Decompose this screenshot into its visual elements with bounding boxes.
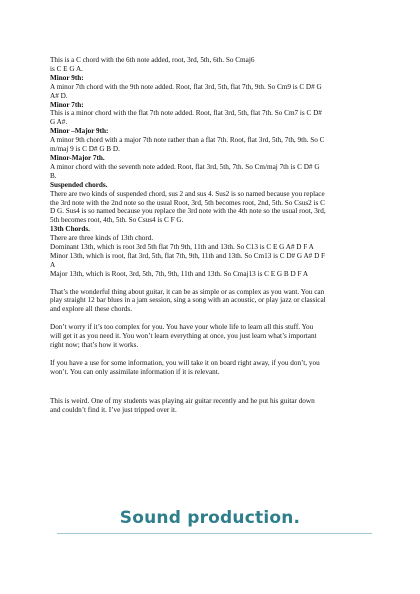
body-line: Dominant 13th, which is root 3rd 5th flat 7th 9th, 11th and 13th. So C13 is C E G A# D F A [50, 243, 314, 252]
body-line: This is weird. One of my students was playing air guitar recently and he put his guitar down [50, 397, 315, 406]
body-line: m/maj 9 is C D# G B D. [50, 145, 120, 154]
minor-7th-heading: Minor 7th: [50, 100, 84, 109]
body-line: If you have a use for some information, you will take it on board right away, if you don’t, you [50, 358, 320, 367]
paragraph-gap [50, 350, 375, 359]
paragraph-gap [50, 385, 375, 397]
suspended-chords-heading: Suspended chords. [50, 180, 108, 189]
paragraph-gap [50, 279, 375, 288]
paragraph-gap [50, 377, 375, 386]
body-line: That’s the wonderful thing about guitar, it can be as simple or as complex as you want. You can [50, 287, 325, 296]
minor-9th-heading: Minor 9th: [50, 73, 84, 82]
body-line: A minor 7th chord with the 9th note added. Root, flat 3rd, 5th, flat 7th, 9th. So Cm9 is C D# G [50, 82, 322, 91]
body-line: This is a minor chord with the flat 7th note added. Root, flat 3rd, 5th, flat 7th. So Cm7 is C D# [50, 109, 322, 118]
body-line: the 3rd note with the 2nd note so the usual Root, 3rd, 5th becomes root, 2nd, 5th. So Csus2 is C [50, 198, 325, 207]
body-line: There are two kinds of suspended chord, sus 2 and sus 4. Sus2 is so named because you replace [50, 189, 325, 198]
chord-text-block [50, 56, 375, 415]
paragraph-gap [50, 314, 375, 323]
body-line: B. [50, 171, 57, 180]
section-title: Sound production. [119, 508, 301, 528]
body-line: A minor chord with the seventh note added. Root, flat 3rd, 5th, 7th. So Cm/maj 7th is C D# G [50, 162, 320, 171]
body-line: A# D. [50, 91, 68, 100]
body-line: A minor 9th chord with a major 7th note rather than a flat 7th. Root, flat 3rd, 5th, 7th, 9th. So C [50, 136, 325, 145]
body-line: will get it as you need it. You won’t learn everything at once, you just learn what’s important [50, 332, 317, 341]
body-line: This is a C chord with the 6th note added, root, 3rd, 5th, 6th. So Cmaj6 [50, 56, 255, 64]
body-line: and couldn’t find it. I’ve just tripped over it. [50, 406, 177, 415]
body-line: G A#. [50, 118, 68, 127]
minor-major-7th-heading: Minor-Major 7th. [50, 153, 105, 162]
body-line: right now; that’s how it works. [50, 340, 139, 349]
body-line: and explore all these chords. [50, 305, 133, 314]
body-line: Major 13th, which is Root, 3rd, 5th, 7th, 9th, 11th and 13th. So Cmaj13 is C E G B D F A [50, 269, 309, 278]
body-line: D G. Sus4 is so named because you replace the 3rd note with the 4th note so the usual root, 3rd, [50, 207, 326, 216]
section-divider [57, 533, 372, 534]
thirteenth-chords-heading: 13th Chords. [50, 225, 90, 234]
body-line: won’t. You can only assimilate information if it is relevant. [50, 367, 220, 376]
body-line: Don’t worry if it’s too complex for you. You have your whole life to learn all this stuff. You [50, 323, 314, 332]
body-line: play straight 12 bar blues in a jam session, sing a song with an acoustic, or play jazz or classical [50, 296, 326, 305]
minor-major-9th-heading: Minor –Major 9th: [50, 127, 109, 136]
body-line: There are three kinds of 13th chord. [50, 234, 154, 243]
body-line: Minor 13th, which is root, flat 3rd, 5th, flat 7th, 9th, 11th and 13th. So Cm13 is C D# G A# D F [50, 251, 326, 260]
body-line: A [50, 260, 56, 269]
body-line: 5th becomes root, 4th, 5th. So Csus4 is C F G. [50, 216, 184, 225]
body-line: is C E G A. [50, 64, 83, 73]
